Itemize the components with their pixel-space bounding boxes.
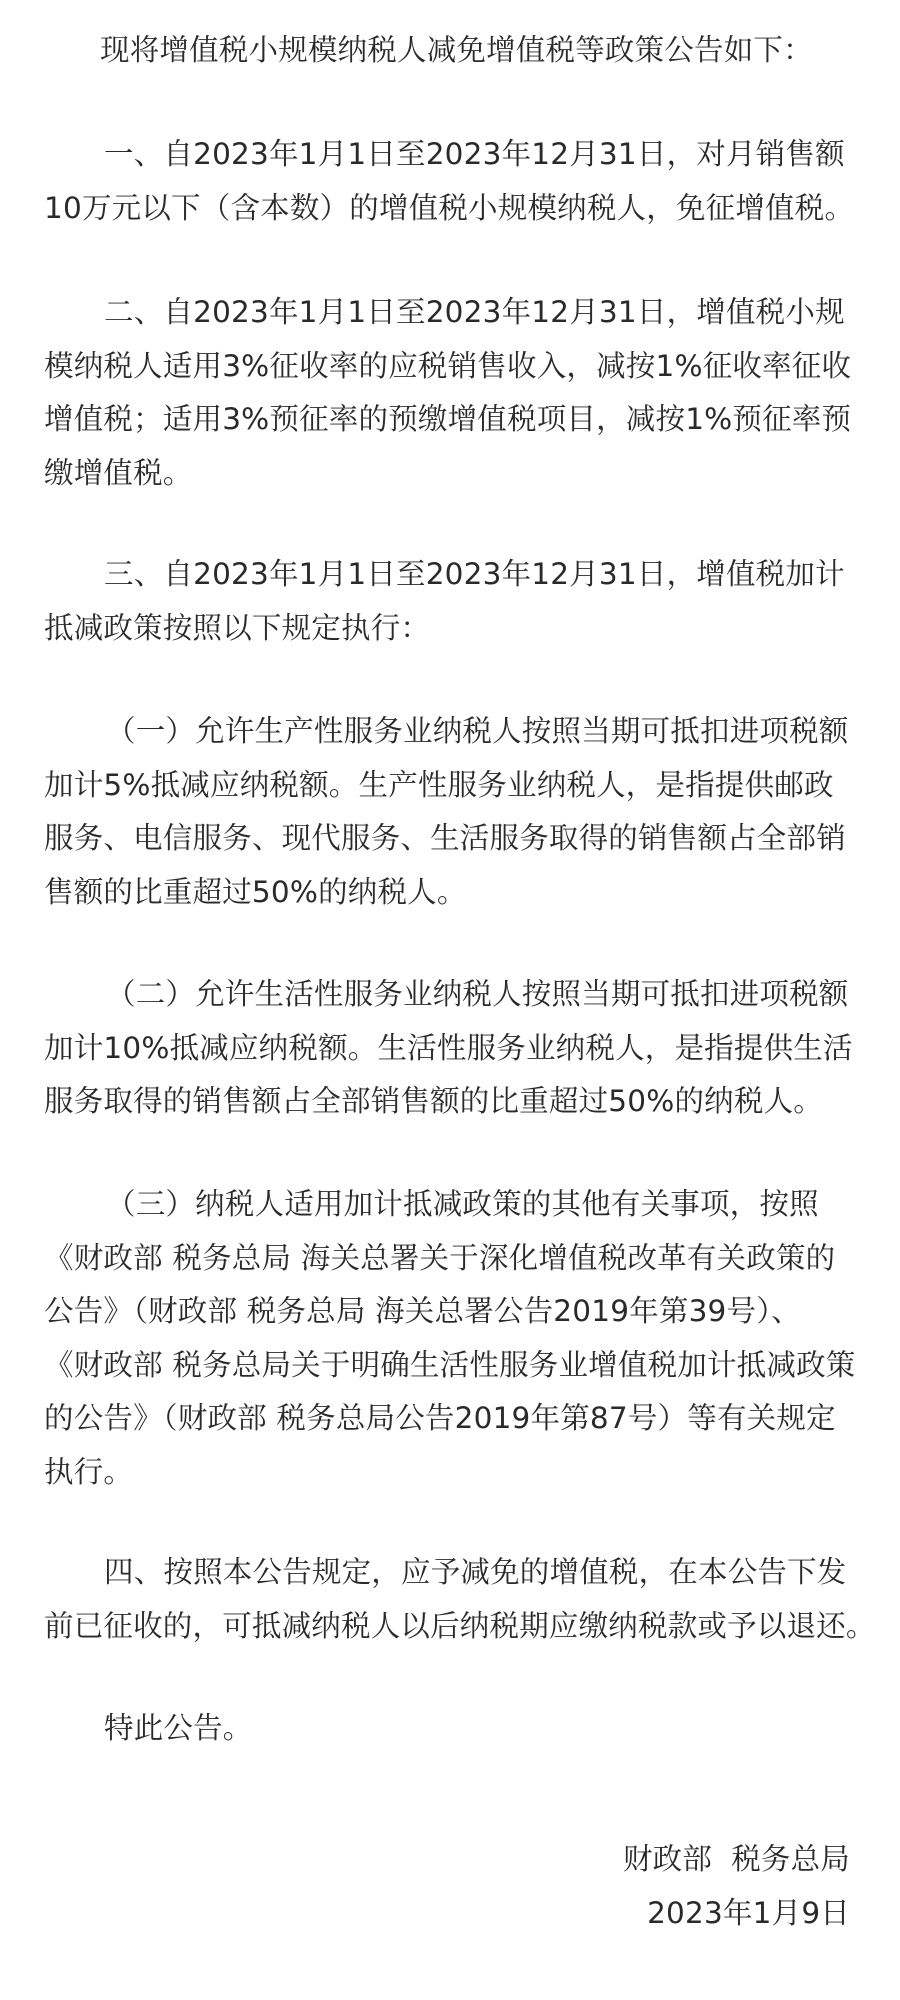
paragraph-3-item-2: （二）允许生活性服务业纳税人按照当期可抵扣进项税额 加计10%抵减应纳税额。生活性服务业纳税人，是指提供生活 服务取得的销售额占全部销售额的比重超过50%的纳税人。 — [44, 977, 853, 1118]
paragraph-2: 二、自2023年1月1日至2023年12月31日，增值税小规 模纳税人适用3%征收率的应税销售收入，减按1%征收率征收 增值税；适用3%预征率的预缴增值税项目，减按1%预征率预 缴增值税。 — [44, 295, 852, 490]
notice-intro: 现将增值税小规模纳税人减免增值税等政策公告如下： — [100, 33, 813, 67]
paragraph-3-item-1: （一）允许生产性服务业纳税人按照当期可抵扣进项税额 加计5%抵减应纳税额。生产性服务业纳税人，是指提供邮政 服务、电信服务、现代服务、生活服务取得的销售额占全部销 售额的比重超过50%的纳税人。 — [44, 714, 849, 909]
paragraph-1: 一、自2023年1月1日至2023年12月31日，对月销售额 10万元以下（含本数）的增值税小规模纳税人，免征增值税。 — [44, 137, 855, 225]
signature-date: 2023年1月9日 — [647, 1896, 850, 1930]
paragraph-3-item-3: （三）纳税人适用加计抵减政策的其他有关事项，按照 《财政部 税务总局 海关总署关于深化增值税改革有关政策的 公告》（财政部 税务总局 海关总署公告2019年第39号）、 《财政部 税务总局关于明确生活性服务业增值税加计抵减政策 的公告》（财政部 税务总局公告2019年第87号）等有关规定 执行。 — [44, 1187, 856, 1489]
signature-issuer: 财政部 税务总局 — [622, 1842, 850, 1876]
paragraph-3: 三、自2023年1月1日至2023年12月31日，增值税加计 抵减政策按照以下规定执行： — [44, 557, 845, 645]
closing-text: 特此公告。 — [104, 1711, 253, 1745]
paragraph-4: 四、按照本公告规定，应予减免的增值税，在本公告下发 前已征收的，可抵减纳税人以后纳税期应缴纳税款或予以退还。 — [44, 1555, 876, 1643]
